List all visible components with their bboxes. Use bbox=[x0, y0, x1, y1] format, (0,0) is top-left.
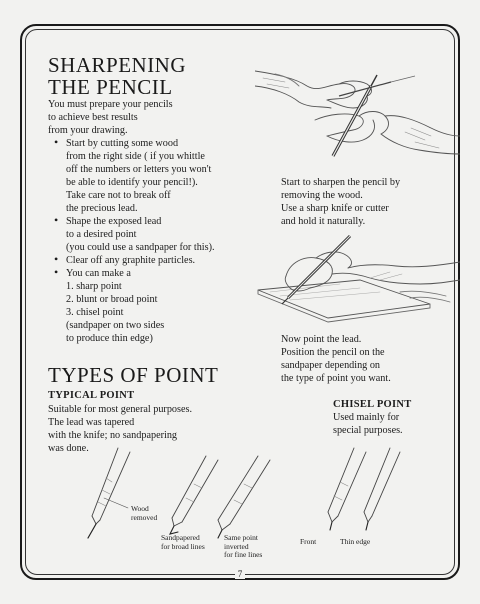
bullet-line: (sandpaper on two sides bbox=[66, 320, 165, 331]
typical-point-heading: TYPICAL POINT bbox=[48, 390, 135, 401]
label-line: Sandpapered bbox=[161, 533, 200, 542]
label-line: Same point bbox=[224, 533, 258, 542]
bullet-line: be able to identify your pencil!). bbox=[66, 177, 198, 188]
page-number: 7 bbox=[235, 569, 246, 579]
bullet-line: off the numbers or letters you won't bbox=[66, 164, 212, 175]
intro-line: You must prepare your pencils bbox=[48, 99, 173, 110]
intro-line: from your drawing. bbox=[48, 125, 128, 136]
pencil-points-illustration bbox=[60, 438, 420, 544]
bullet-line: to a desired point bbox=[66, 229, 137, 240]
bullet-line: 1. sharp point bbox=[66, 281, 122, 292]
chisel-point-heading: CHISEL POINT bbox=[333, 399, 412, 410]
bullet-item bbox=[52, 254, 273, 267]
bullet-item bbox=[52, 137, 273, 215]
bullet-line: • Start by cutting some wood bbox=[66, 138, 179, 149]
bullet-line: 2. blunt or broad point bbox=[66, 294, 158, 305]
bullet-line: Take care not to break off bbox=[66, 190, 171, 201]
caption-line: the type of point you want. bbox=[281, 373, 391, 384]
bullet-item bbox=[52, 267, 273, 345]
caption-sharpen bbox=[281, 176, 400, 228]
label-line: for fine lines bbox=[224, 550, 263, 559]
bullet-item bbox=[52, 215, 273, 254]
page-number-bar bbox=[0, 567, 480, 581]
caption-point-lead bbox=[281, 333, 391, 385]
bullet-line: • Clear off any graphite particles. bbox=[66, 255, 196, 266]
typical-line: with the knife; no sandpapering bbox=[48, 430, 178, 441]
label-same-point-inverted bbox=[224, 534, 262, 560]
instructions-text bbox=[48, 98, 273, 345]
typical-line: The lead was tapered bbox=[48, 417, 135, 428]
types-of-point-heading: TYPES OF POINT bbox=[48, 363, 219, 387]
label-front: Front bbox=[300, 537, 317, 546]
caption-line: Now point the lead. bbox=[281, 334, 362, 345]
bullet-line: • Shape the exposed lead bbox=[66, 216, 162, 227]
typical-line: was done. bbox=[48, 443, 89, 454]
chisel-line: Used mainly for bbox=[333, 412, 400, 423]
intro-line: to achieve best results bbox=[48, 112, 138, 123]
label-wood-removed bbox=[131, 505, 157, 522]
bullet-line: to produce thin edge) bbox=[66, 333, 153, 344]
whittling-hands-illustration bbox=[255, 56, 460, 166]
typical-line: Suitable for most general purposes. bbox=[48, 404, 193, 415]
label-thin-edge: Thin edge bbox=[340, 537, 371, 546]
bullet-line: the precious lead. bbox=[66, 203, 138, 214]
label-sandpapered bbox=[161, 534, 205, 551]
page-title-line-2: THE PENCIL bbox=[48, 75, 173, 99]
chisel-line: special purposes. bbox=[333, 425, 403, 436]
label-line: Wood bbox=[131, 504, 149, 513]
bullet-line: from the right side ( if you whittle bbox=[66, 151, 205, 162]
caption-line: and hold it naturally. bbox=[281, 216, 366, 227]
chisel-point-text bbox=[333, 411, 403, 437]
caption-line: removing the wood. bbox=[281, 190, 363, 201]
caption-line: sandpaper depending on bbox=[281, 360, 381, 371]
bullet-line: 3. chisel point bbox=[66, 307, 124, 318]
caption-line: Use a sharp knife or cutter bbox=[281, 203, 389, 214]
page-title bbox=[48, 54, 186, 98]
caption-line: Start to sharpen the pencil by bbox=[281, 177, 401, 188]
sandpaper-hand-illustration bbox=[250, 232, 460, 332]
bullet-line: (you could use a sandpaper for this). bbox=[66, 242, 215, 253]
bullet-line: • You can make a bbox=[66, 268, 131, 279]
label-line: for broad lines bbox=[161, 541, 205, 551]
caption-line: Position the pencil on the bbox=[281, 347, 385, 358]
label-line: inverted bbox=[224, 541, 249, 551]
label-line: removed bbox=[131, 512, 158, 522]
page-title-line-1: SHARPENING bbox=[48, 53, 187, 77]
